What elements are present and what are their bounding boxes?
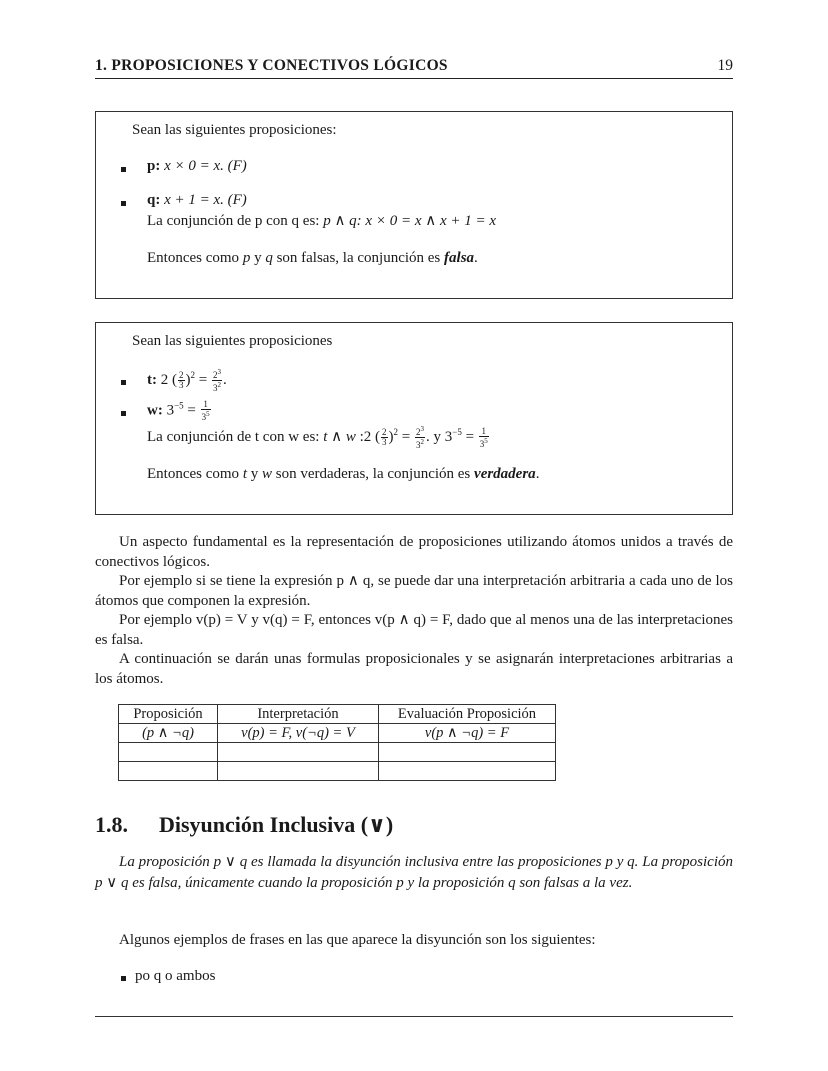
fraction: $\frac{1}{3^5}$ — [479, 425, 488, 449]
table-cell — [379, 743, 556, 762]
section-number: 1.8. — [95, 812, 128, 837]
table-row — [119, 743, 556, 762]
definition-paragraph: La proposición p ∨ q es llamada la disyunción inclusiva entre las proposiciones p y q. La proposición p ∨ q es falsa, únicamente cuando la proposición p y la proposición q son falsas a la vez. — [95, 854, 733, 891]
fraction: $\frac{2}{3}$ — [179, 370, 184, 390]
w-label: w: — [147, 402, 163, 419]
table-cell: v(p ∧ ¬q) = F — [379, 724, 556, 743]
fraction: $\frac{2^3}{3^2}$ — [212, 368, 221, 393]
paragraph-4: A continuación se darán unas formulas proposicionales y se asignarán interpretaciones arbitrarias a los átomos. — [95, 651, 733, 687]
header-cell: Proposición — [119, 705, 218, 724]
box2-conclusion — [147, 466, 539, 483]
table-cell — [218, 762, 379, 781]
table-cell — [218, 743, 379, 762]
header-cell: Evaluación Proposición — [379, 705, 556, 724]
concl-mid: son falsas, la conjunción es — [276, 250, 441, 266]
t-label: t: — [147, 371, 157, 388]
concl-w: w — [261, 466, 272, 482]
box2-item-t: t: 2 ( $\frac{2}{3}$ )$^2$ = $\frac{2^3}{3^2}$ . — [147, 368, 227, 393]
table-header-row — [119, 705, 556, 724]
box2-intro: Sean las siguientes proposiciones — [132, 333, 333, 349]
conj-prefix: La conjunción de t con w es: — [147, 428, 320, 445]
box1-conjunction — [147, 211, 496, 230]
concl-y: y — [254, 250, 262, 266]
concl-q: q — [265, 250, 273, 266]
table-cell: (p ∧ ¬q) — [119, 724, 218, 743]
p-label: p: — [147, 158, 161, 174]
conj-prefix: La conjunción de p con q es: — [147, 213, 320, 229]
concl-t: t — [242, 466, 247, 482]
paragraph-3: Por ejemplo v(p) = V y v(q) = F, entonces v(p ∧ q) = F, dado que al menos una de las interpretaciones es falsa. — [95, 612, 733, 648]
table-cell: v(p) = F, v(¬q) = V — [218, 724, 379, 743]
concl-y: y — [250, 466, 259, 482]
section-title: Disyunción Inclusiva (∨) — [159, 812, 394, 837]
conj-expr: p ∧ q: x × 0 = x ∧ x + 1 = x — [323, 213, 497, 229]
paragraph-1: Un aspecto fundamental es la representación de proposiciones utilizando átomos unidos a través de conectivos lógicos. — [95, 534, 733, 570]
concl-p: p — [242, 250, 251, 266]
fraction: $\frac{1}{3^5}$ — [201, 399, 210, 422]
example-item: po q o ambos — [135, 968, 216, 984]
concl-prefix: Entonces como — [147, 466, 240, 482]
q-label: q: — [147, 192, 161, 208]
box1-intro: Sean las siguientes proposiciones: — [132, 122, 337, 138]
table-row — [119, 762, 556, 781]
bullet-icon — [121, 201, 126, 206]
footer-rule — [95, 1016, 733, 1017]
table-cell — [119, 762, 218, 781]
box2-item-w: w: $3^{-5}$ = $\frac{1}{3^5}$ — [147, 399, 210, 422]
box1-item-p — [147, 158, 247, 175]
bullet-icon — [121, 167, 126, 172]
fraction: $\frac{2^3}{3^2}$ — [416, 425, 424, 450]
concl-end: . — [474, 250, 478, 266]
concl-end: . — [535, 466, 540, 482]
concl-word: verdadera — [474, 466, 536, 482]
running-header — [95, 56, 733, 79]
header-cell: Interpretación — [218, 705, 379, 724]
examples-intro: Algunos ejemplos de frases en las que aparece la disyunción son los siguientes: — [119, 932, 596, 948]
bullet-icon — [121, 411, 126, 416]
page-number: 19 — [717, 57, 733, 74]
box1-conclusion — [147, 250, 478, 267]
box2-conjunction: La conjunción de t con w es: t ∧ w :2 ( $\frac{2}{3}$ )$^2$ = $\frac{2^3}{3^2}$ . y $3^{-5}$ = $\frac{1}{3^5}$ — [147, 425, 488, 450]
bullet-icon — [121, 380, 126, 385]
truth-value-table — [118, 704, 556, 781]
q-expr: x + 1 = x. (F) — [164, 192, 247, 208]
table-cell — [379, 762, 556, 781]
box1-item-q — [147, 192, 247, 209]
chapter-title: 1. PROPOSICIONES Y CONECTIVOS LÓGICOS — [95, 57, 448, 74]
p-expr: x × 0 = x. (F) — [164, 158, 247, 174]
bullet-icon — [121, 976, 126, 981]
concl-word: falsa — [444, 250, 475, 266]
fraction: $\frac{2}{3}$ — [382, 427, 387, 447]
concl-prefix: Entonces como — [147, 250, 240, 266]
paragraph-2: Por ejemplo si se tiene la expresión p ∧ q, se puede dar una interpretación arbitraria a cada uno de los átomos que componen la expresión. — [95, 573, 733, 609]
table-cell — [119, 743, 218, 762]
table-row — [119, 724, 556, 743]
concl-mid: son verdaderas, la conjunción es — [275, 466, 471, 482]
section-heading — [95, 812, 393, 838]
